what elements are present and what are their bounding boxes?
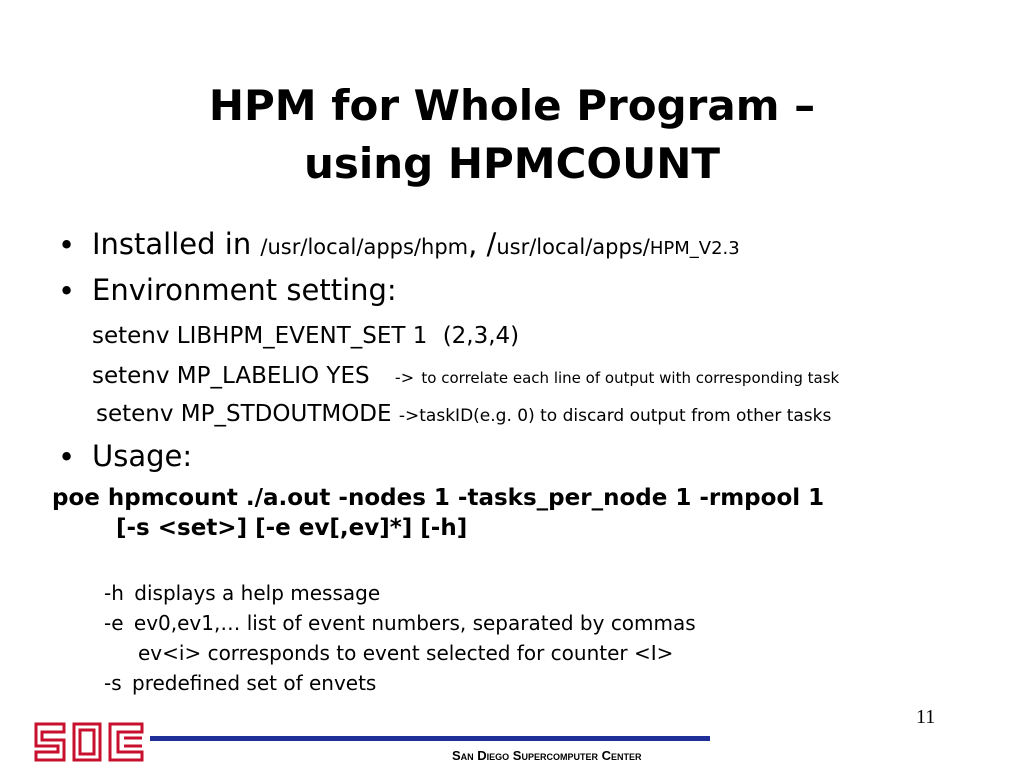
install-path-2b: HPM_V2.3 xyxy=(649,238,740,259)
install-path-separator: , / xyxy=(468,227,497,261)
page-number: 11 xyxy=(916,706,936,728)
command-line-1: poe hpmcount ./a.out -nodes 1 -tasks_per_node 1 -rmpool 1 xyxy=(52,485,825,511)
setenv-2-note: to correlate each line of output with corresponding task xyxy=(421,369,840,387)
option-desc: displays a help message xyxy=(134,581,381,605)
setenv-3-note: taskID(e.g. 0) to discard output from other tasks xyxy=(419,406,832,426)
setenv-3-cmd: setenv MP_STDOUTMODE xyxy=(96,401,392,427)
option-desc: ev0,ev1,… list of event numbers, separated by commas xyxy=(133,611,696,635)
env-setting-label: Environment setting: xyxy=(92,273,397,307)
option-desc: predefined set of envets xyxy=(132,671,377,695)
install-path-1: /usr/local/apps/hpm xyxy=(260,235,469,259)
option-h xyxy=(104,578,380,608)
setenv-2-cmd: setenv MP_LABELIO YES xyxy=(92,363,370,389)
sdsc-logo-icon xyxy=(30,718,150,766)
option-e-continuation xyxy=(138,638,673,668)
installed-line xyxy=(92,226,740,267)
setenv-1-cmd: setenv LIBHPM_EVENT_SET 1 xyxy=(92,323,428,349)
installed-label: Installed in xyxy=(92,227,261,261)
bullet-dot: • xyxy=(58,274,76,308)
slide-title-line-2: using HPMCOUNT xyxy=(303,139,721,188)
option-desc: ev<i> corresponds to event selected for counter <I> xyxy=(138,641,674,665)
bullet-dot: • xyxy=(58,440,76,474)
usage-label: Usage: xyxy=(92,439,193,473)
setenv-line-1 xyxy=(92,320,519,352)
setenv-3-arrow: -> xyxy=(398,406,420,426)
option-flag: -e xyxy=(104,611,124,635)
slide-title-line-1: HPM for Whole Program – xyxy=(208,81,816,130)
option-e xyxy=(104,608,696,638)
install-path-2a: usr/local/apps/ xyxy=(496,235,650,259)
setenv-2-arrow: -> xyxy=(394,368,415,387)
bullet-dot: • xyxy=(58,228,76,262)
setenv-line-3 xyxy=(96,398,831,432)
footer-organization: San Diego Supercomputer Center xyxy=(452,748,642,763)
footer-divider xyxy=(150,736,710,741)
option-flag: -h xyxy=(104,581,124,605)
command-line-2: [-s <set>] [-e ev[,ev]*] [-h] xyxy=(116,515,468,541)
setenv-1-args: (2,3,4) xyxy=(442,323,520,349)
option-flag: -s xyxy=(104,671,122,695)
setenv-line-2 xyxy=(92,360,839,394)
option-s xyxy=(104,668,376,698)
